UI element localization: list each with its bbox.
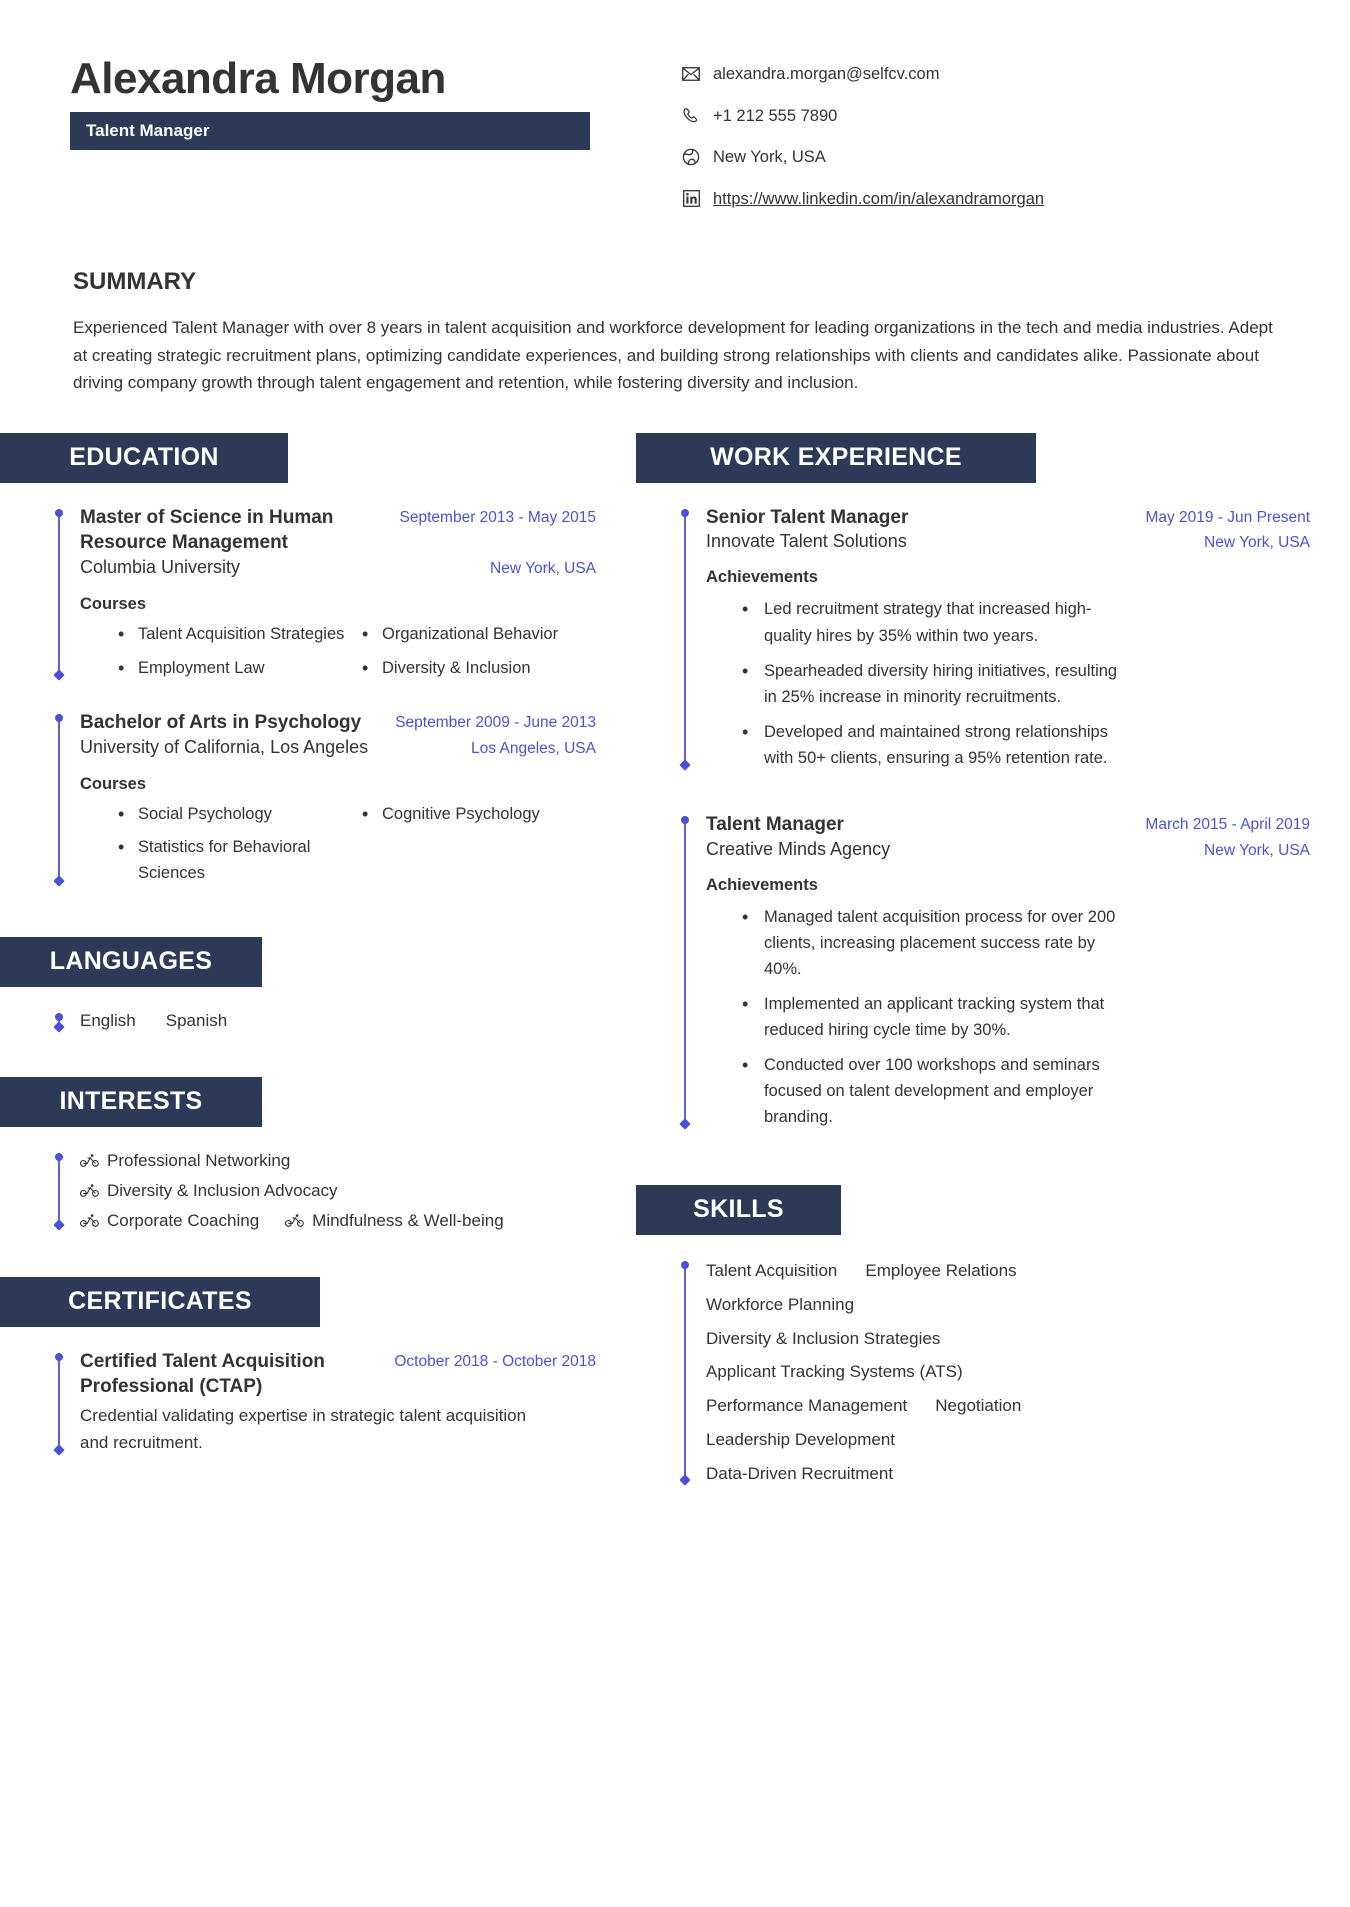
achievements-list [706,904,1310,1131]
education-location: New York, USA [490,560,596,578]
work-company: Creative Minds Agency [706,838,891,859]
timeline-dot-bottom [53,1445,64,1456]
education-degree: Master of Science in Human Resource Management [80,506,334,554]
education-school: Columbia University [80,557,241,578]
achievement-item: • Developed and maintained strong relationships with 50+ clients, ensuring a 95% retention rate. [742,719,1122,771]
work-experience-heading: WORK EXPERIENCE [636,433,1036,483]
header-identity [70,52,590,150]
timeline-dot-bottom [679,1474,690,1485]
achievement-item: • Spearheaded diversity hiring initiatives, resulting in 25% increase in minority recruitments. [742,658,1122,710]
timeline-line [684,820,686,1122]
timeline-dot-top [681,1261,689,1269]
skill-item: Talent Acquisition [706,1261,838,1280]
skill-row [706,1394,1310,1418]
timeline-dot-bottom [53,1219,64,1230]
skill-item: Diversity & Inclusion Strategies [706,1328,941,1348]
certificate-date: October 2018 - October 2018 [394,1352,596,1370]
skill-item: Leadership Development [706,1429,896,1449]
contact-phone [680,104,1290,130]
course-item: • Cognitive Psychology [362,802,596,828]
work-date: May 2019 - Jun Present [1145,508,1310,526]
contact-location-text: New York, USA [713,148,826,167]
skill-row [706,1293,1310,1317]
timeline-dot-top [55,1353,63,1361]
timeline-dot-top [681,509,689,517]
candidate-name: Alexandra Morgan [70,54,446,103]
timeline-line [684,1265,686,1478]
course-item: • Organizational Behavior [362,622,596,648]
work-entry [684,505,1310,771]
bicycle-icon [80,1183,100,1199]
language-item: Spanish [165,1010,228,1030]
course-item: • Talent Acquisition Strategies [118,622,352,648]
interests-section [0,1077,636,1231]
skill-item: Negotiation [935,1396,1022,1416]
courses-label: Courses [80,595,147,614]
education-section [0,433,636,887]
interest-item [80,1151,596,1171]
education-entry [58,505,596,681]
timeline-dot-top [55,509,63,517]
skill-row [706,1327,1310,1351]
interest-item [80,1181,596,1201]
skills-heading: SKILLS [636,1185,841,1235]
right-column [636,433,1350,1496]
achievements-list [706,596,1310,770]
work-location: New York, USA [1204,534,1310,552]
education-date: September 2013 - May 2015 [399,508,596,526]
certificate-entry [58,1349,596,1457]
education-heading: EDUCATION [0,433,288,483]
certificates-section [0,1277,636,1457]
achievement-item: • Conducted over 100 workshops and seminars focused on talent development and employer branding. [742,1052,1122,1130]
contact-list [590,52,1290,228]
contact-location [680,145,1290,171]
languages-heading: LANGUAGES [0,937,262,987]
interest-label: Corporate Coaching [107,1210,260,1230]
bicycle-icon [80,1213,100,1229]
skill-row [706,1462,1310,1486]
skill-item: Employee Relations [865,1261,1017,1280]
achievement-item: • Led recruitment strategy that increased high-quality hires by 35% within two years. [742,596,1122,648]
certificate-title: Certified Talent Acquisition Professional (CTAP) [80,1350,325,1398]
skill-item: Performance Management [706,1396,908,1416]
education-entry [58,710,596,886]
contact-linkedin-text[interactable]: https://www.linkedin.com/in/alexandramorgan [713,189,1045,208]
courses-grid [80,622,596,681]
skills-list-wrap [684,1257,1310,1486]
education-location: Los Angeles, USA [471,739,596,757]
email-icon [680,64,702,84]
timeline-line [684,513,686,763]
timeline-dot-top [55,1013,63,1021]
interests-heading: INTERESTS [0,1077,262,1127]
certificates-heading: CERTIFICATES [0,1277,320,1327]
work-position: Talent Manager [706,813,844,835]
summary-heading: SUMMARY [73,268,197,296]
work-location: New York, USA [1204,841,1310,859]
interest-item [80,1211,259,1231]
bicycle-icon [285,1213,305,1229]
languages-list-wrap [58,1009,596,1033]
interest-label: Mindfulness & Well-being [312,1210,504,1230]
resume-header [0,0,1350,228]
globe-icon [680,147,702,167]
work-entry [684,812,1310,1130]
timeline-line [58,513,60,673]
interest-label: Diversity & Inclusion Advocacy [107,1180,338,1200]
contact-email-text: alexandra.morgan@selfcv.com [713,65,940,83]
timeline-dot-top [55,714,63,722]
languages-section [0,937,636,1033]
summary-section [0,228,1350,397]
skill-row [706,1428,1310,1452]
achievements-label: Achievements [706,875,818,894]
interest-label: Professional Networking [107,1150,291,1170]
candidate-job-title: Talent Manager [70,112,590,150]
achievement-item: • Managed talent acquisition process for over 200 clients, increasing placement success rate by 40%. [742,904,1122,982]
timeline-dot-top [681,816,689,824]
courses-grid [80,802,596,887]
contact-linkedin[interactable] [680,187,1290,213]
timeline-dot-bottom [53,1021,64,1032]
timeline-dot-bottom [679,759,690,770]
work-company: Innovate Talent Solutions [706,531,907,552]
education-degree: Bachelor of Arts in Psychology [80,712,362,734]
achievement-item: • Implemented an applicant tracking system that reduced hiring cycle time by 30%. [742,991,1122,1043]
skill-row [706,1360,1310,1384]
interest-item [285,1211,504,1231]
skill-row [706,1259,1310,1283]
linkedin-icon [680,189,702,209]
skill-item: Data-Driven Recruitment [706,1463,894,1483]
left-column [0,433,636,1496]
course-item: • Employment Law [118,656,352,682]
summary-text: Experienced Talent Manager with over 8 years in talent acquisition and workforce development for leading organizations in the tech and media industries. Adept at creating strategic recruitment plans, optimizing candidate experiences, and building strong relationships with clients and candidates alike. Passionate about driving company growth through talent engagement and retention, while fostering diversity and inclusion. [73,318,1273,393]
language-item: English [80,1010,136,1030]
timeline-line [58,1157,60,1223]
interests-list-wrap [58,1149,596,1231]
course-item: • Social Psychology [118,802,352,828]
work-date: March 2015 - April 2019 [1145,815,1310,833]
skills-section [636,1185,1350,1486]
achievements-label: Achievements [706,568,818,587]
bicycle-icon [80,1153,100,1169]
skill-item: Workforce Planning [706,1294,855,1314]
phone-icon [680,106,702,126]
timeline-dot-bottom [53,875,64,886]
work-position: Senior Talent Manager [706,506,909,528]
timeline-dot-bottom [679,1118,690,1129]
education-date: September 2009 - June 2013 [395,714,596,732]
resume-body [0,397,1350,1496]
timeline-dot-top [55,1153,63,1161]
skill-item: Applicant Tracking Systems (ATS) [706,1362,963,1382]
contact-phone-text: +1 212 555 7890 [713,106,838,125]
education-school: University of California, Los Angeles [80,736,369,757]
course-item: • Statistics for Behavioral Sciences [118,835,352,886]
contact-email [680,62,1290,88]
timeline-line [58,718,60,878]
certificate-description: Credential validating expertise in strategic talent acquisition and recruitment. [80,1405,527,1453]
course-item: • Diversity & Inclusion [362,656,596,682]
courses-label: Courses [80,774,147,793]
timeline-dot-bottom [53,670,64,681]
work-experience-section [636,433,1350,1130]
timeline-line [58,1357,60,1449]
